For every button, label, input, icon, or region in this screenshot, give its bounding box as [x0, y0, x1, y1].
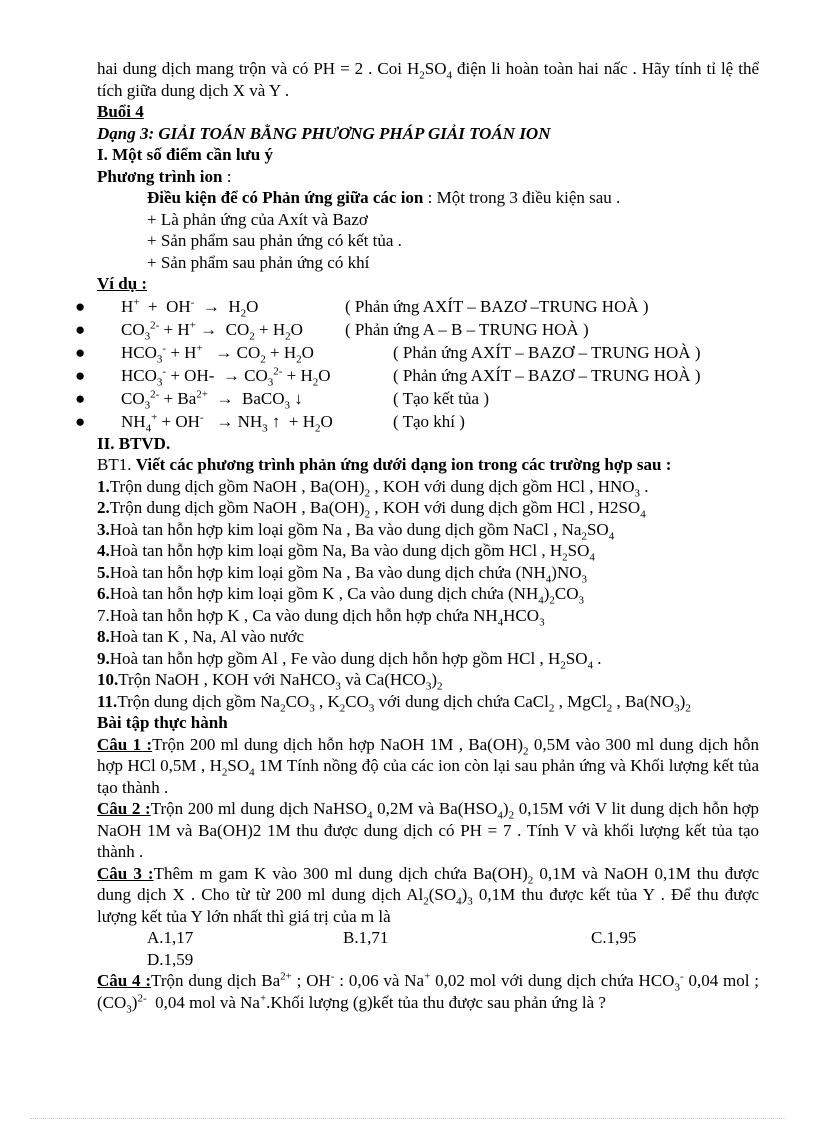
session-heading: Buổi 4 — [97, 102, 144, 121]
option-b: B.1,71 — [343, 928, 389, 947]
reaction-note: ( Phản ứng AXÍT – BAZƠ –TRUNG HOÀ ) — [345, 296, 649, 316]
option-a: A.1,17 — [147, 928, 194, 947]
exercise-item: 4.Hoà tan hỗn hợp kim loại gồm Na, Ba vào dung dịch gồm HCl , $H_2SO_4$ — [97, 541, 595, 564]
reaction-row: ● $H^+ + OH^- \to H_2O$ ( Phản ứng AXÍT – BAZƠ –TRUNG HOÀ ) — [75, 295, 649, 319]
example-label: Ví dụ : — [97, 274, 148, 293]
bullet-icon: ● — [75, 411, 86, 431]
section-1-title: I. Một số điểm cần lưu ý — [97, 145, 273, 164]
reaction-row: ● $CO_3^{2-} + H^+ \to CO_2 + H_2O$ ( Phản ứng A – B – TRUNG HOÀ ) — [75, 318, 589, 342]
answer-options-row-2 — [97, 949, 759, 971]
reaction-note: ( Phản ứng AXÍT – BAZƠ – TRUNG HOÀ ) — [393, 365, 701, 385]
condition-item: + Là phản ứng của Axít và Bazơ — [147, 209, 368, 229]
exercise-item: 8.Hoà tan K , Na, Al vào nước — [97, 627, 305, 646]
exercise-item: 5.Hoà tan hỗn hợp kim loại gồm Na , Ba vào dung dịch chứa $(NH_4)NO_3$ — [97, 562, 588, 585]
option-d: D.1,59 — [147, 949, 194, 969]
reaction-note: ( Tạo khí ) — [393, 411, 465, 431]
reaction-row: ● $NH_4^+ + OH^- \to NH_3$ ↑ + $H_2O$ ( Tạo khí ) — [75, 410, 465, 434]
practice-title: Bài tập thực hành — [97, 713, 228, 732]
reaction-row: ● $HCO_3^- + H^+ \to CO_2 + H_2O$ ( Phản ứng AXÍT – BAZƠ – TRUNG HOÀ ) — [75, 341, 701, 365]
bullet-icon: ● — [75, 296, 86, 316]
page-bottom-divider — [30, 1118, 786, 1119]
question-2: Câu 2 :Trộn 200 ml dung dịch NaHSO$_4$ 0,2M và $Ba(HSO_4)_2$ 0,15M với V lit dung dịch hỗn hợp NaOH 1M và Ba(OH)2 1M thu được dung dịch có PH = 7 . Tính V và khối lượng kết tủa tạo thành . — [97, 799, 759, 861]
condition-line: Điều kiện để có Phản ứng giữa các ion : Một trong 3 điều kiện sau . — [147, 188, 621, 207]
bullet-icon: ● — [75, 319, 86, 339]
exercise-item: 3.Hoà tan hỗn hợp kim loại gồm Na , Ba vào dung dịch gồm NaCl , $Na_2SO_4$ — [97, 519, 615, 542]
reaction-note: ( Phản ứng A – B – TRUNG HOÀ ) — [345, 319, 589, 339]
ionic-equation-heading: Phương trình ion : — [97, 166, 232, 186]
condition-item: + Sản phẩm sau phản ứng có kết tủa . — [147, 231, 402, 250]
exercise-item: 7.Hoà tan hỗn hợp K , Ca vào dung dịch hỗn hợp chứa $NH_4HCO_3$ — [97, 605, 545, 628]
exercise-item: 10.Trộn NaOH , KOH với NaHCO$_3$ và $Ca(HCO_3)_2$ — [97, 670, 443, 693]
exercise-item: 6.Hoà tan hỗn hợp kim loại gồm K , Ca vào dung dịch chứa $(NH_4)_2CO_3$ — [97, 584, 585, 607]
option-c: C.1,95 — [591, 928, 637, 947]
section-2-title: II. BTVD. — [97, 433, 171, 453]
bullet-icon: ● — [75, 342, 86, 362]
bullet-icon: ● — [75, 365, 86, 385]
document-page — [75, 58, 760, 1015]
question-3: Câu 3 :Thêm m gam K vào 300 ml dung dịch chứa $Ba(OH)_2$ 0,1M và NaOH 0,1M thu được dung dịch X . Cho từ từ 200 ml dung dịch $Al_2(SO_4)_3$ 0,1M thu được kết tủa Y . Để thu được lượng kết tủa Y lớn nhất thì giá trị của m là — [97, 863, 759, 926]
answer-options — [97, 927, 759, 949]
question-4: Câu 4 :Trộn dung dịch $Ba^{2+}$ ; OH- : 0,06 và Na+ 0,02 mol với dung dịch chứa $HCO_3^-$ 0,04 mol ; $(CO_3)^{2-}$ 0,04 mol và Na+.Khối lượng (g)kết tủa thu được sau phản ứng là ? — [97, 970, 760, 1015]
form-title: Dạng 3: GIẢI TOÁN BẰNG PHƯƠNG PHÁP GIẢI TOÁN ION — [97, 123, 551, 143]
reaction-row: ● $HCO_3^- + OH- \to CO_3^{2-} + H_2O$ ( Phản ứng AXÍT – BAZƠ – TRUNG HOÀ ) — [75, 364, 701, 388]
reaction-note: ( Tạo kết tủa ) — [393, 388, 489, 408]
bullet-icon: ● — [75, 388, 86, 408]
bt1-heading: BT1. Viết các phương trình phản ứng dưới dạng ion trong các trường hợp sau : — [97, 455, 672, 474]
reaction-note: ( Phản ứng AXÍT – BAZƠ – TRUNG HOÀ ) — [393, 342, 701, 362]
intro-paragraph: hai dung dịch mang trộn và có PH = 2 . Coi $H_2SO_4$ điện li hoàn toàn hai nấc . Hãy tính tỉ lệ thể tích giữa dung dịch X và Y . — [97, 59, 759, 100]
question-1: Câu 1 :Trộn 200 ml dung dịch hỗn hợp NaOH 1M , $Ba(OH)_2$ 0,5M vào 300 ml dung dịch hỗn hợp HCl 0,5M , $H_2SO_4$ 1M Tính nồng độ của các ion còn lại sau phản ứng và Khối lượng kết tủa tạo thành . — [97, 734, 759, 797]
condition-item: + Sản phẩm sau phản ứng có khí — [147, 252, 370, 272]
exercise-item: 11.Trộn dung dịch gồm $Na_2CO_3$ , $K_2CO_3$ với dung dịch chứa CaCl$_2$ , MgCl$_2$ , $Ba(NO_3)_2$ — [97, 691, 691, 714]
exercise-item: 1.Trộn dung dịch gồm NaOH , $Ba(OH)_2$ , KOH với dung dịch gồm HCl , $HNO_3$ . — [97, 476, 649, 499]
reaction-row: ● $CO_3^{2-} + Ba^{2+}$ → BaCO$_3$ ↓ ( Tạo kết tủa ) — [75, 387, 489, 411]
exercise-item: 2.Trộn dung dịch gồm NaOH , $Ba(OH)_2$ , KOH với dung dịch gồm HCl , $H2SO_4$ — [97, 498, 646, 521]
exercise-item: 9.Hoà tan hỗn hợp gồm Al , Fe vào dung dịch hỗn hợp gồm HCl , $H_2SO_4$ . — [97, 648, 602, 671]
